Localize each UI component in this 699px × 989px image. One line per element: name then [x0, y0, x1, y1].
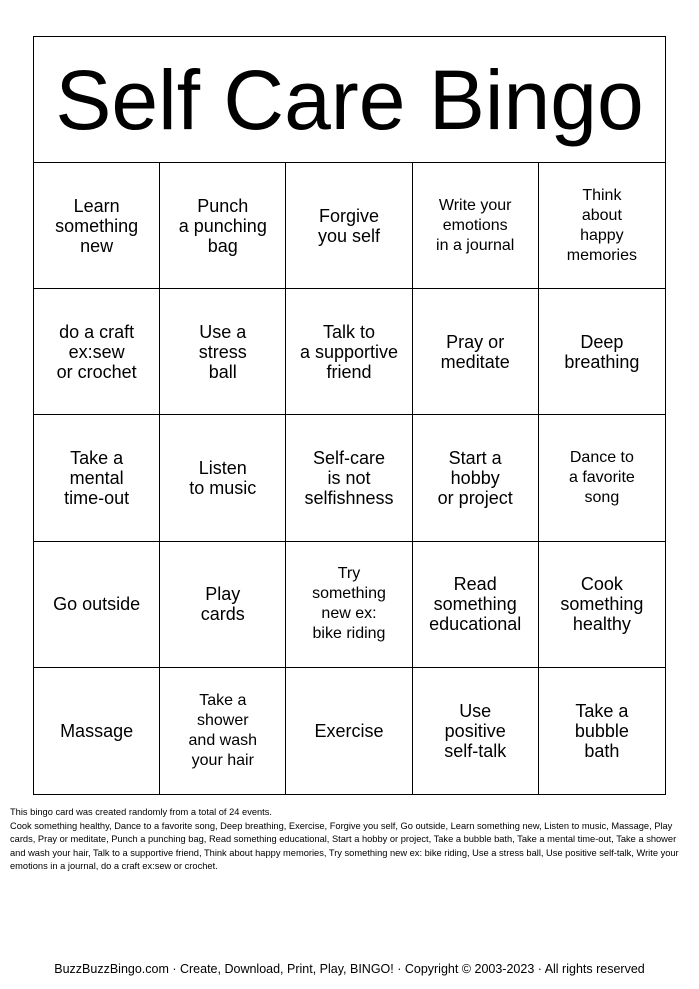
card-info	[10, 806, 690, 874]
bingo-cell: Go outside	[34, 542, 160, 668]
bingo-cell: Dance to a favorite song	[539, 415, 665, 541]
bingo-cell: Use a stress ball	[160, 289, 286, 415]
bingo-cell: Self-care is not selfishness	[286, 415, 412, 541]
bingo-grid	[34, 163, 665, 794]
bingo-cell: Start a hobby or project	[413, 415, 539, 541]
bingo-cell: Cook something healthy	[539, 542, 665, 668]
bingo-cell: Take a bubble bath	[574, 700, 629, 761]
bingo-cell: Take a shower and wash your hair	[160, 668, 286, 794]
bingo-cell: Try something new ex: bike riding	[286, 542, 412, 668]
card-title: Self Care Bingo	[34, 37, 665, 163]
bingo-card	[33, 36, 666, 795]
bingo-cell: Deep breathing	[539, 289, 665, 415]
bingo-cell: Learn something new	[34, 163, 160, 289]
bingo-cell: Write your emotions in a journal	[413, 163, 539, 289]
bingo-cell: Massage	[34, 668, 160, 794]
bingo-cell: Punch a punching bag	[160, 163, 286, 289]
page-footer: BuzzBuzzBingo.com · Create, Download, Print, Play, BINGO! · Copyright © 2003-2023 · All rights reserved	[54, 962, 645, 976]
info-event-list: Cook something healthy, Dance to a favorite song, Deep breathing, Exercise, Forgive you self, Go outside, Learn something new, Listen to music, Massage, Play cards, Pray or meditate, Punch a punching bag, Read something educational, Start a hobby or project, Take a bubble bath, Take a mental time-out, Take a shower and wash your hair, Talk to a supportive friend, Think about happy memories, Try something new ex: bike riding, Use a stress ball, Use positive self-talk, Write your emotions in a journal, do a craft ex:sew or crochet.	[10, 820, 679, 871]
bingo-cell: Pray or meditate	[413, 289, 539, 415]
bingo-cell: do a craft ex:sew or crochet	[34, 289, 160, 415]
bingo-cell: Think about happy memories	[539, 163, 665, 289]
bingo-cell: Forgive you self	[286, 163, 412, 289]
bingo-cell: Play cards	[160, 542, 286, 668]
bingo-cell: Read something educational	[413, 542, 539, 668]
info-summary: This bingo card was created randomly from a total of 24 events.	[10, 807, 272, 817]
bingo-cell: Take a mental time-out	[34, 415, 160, 541]
bingo-cell: Use positive self-talk	[413, 668, 539, 794]
bingo-cell: Listen to music	[160, 415, 286, 541]
bingo-cell: Exercise	[286, 668, 412, 794]
bingo-cell: Talk to a supportive friend	[286, 289, 412, 415]
